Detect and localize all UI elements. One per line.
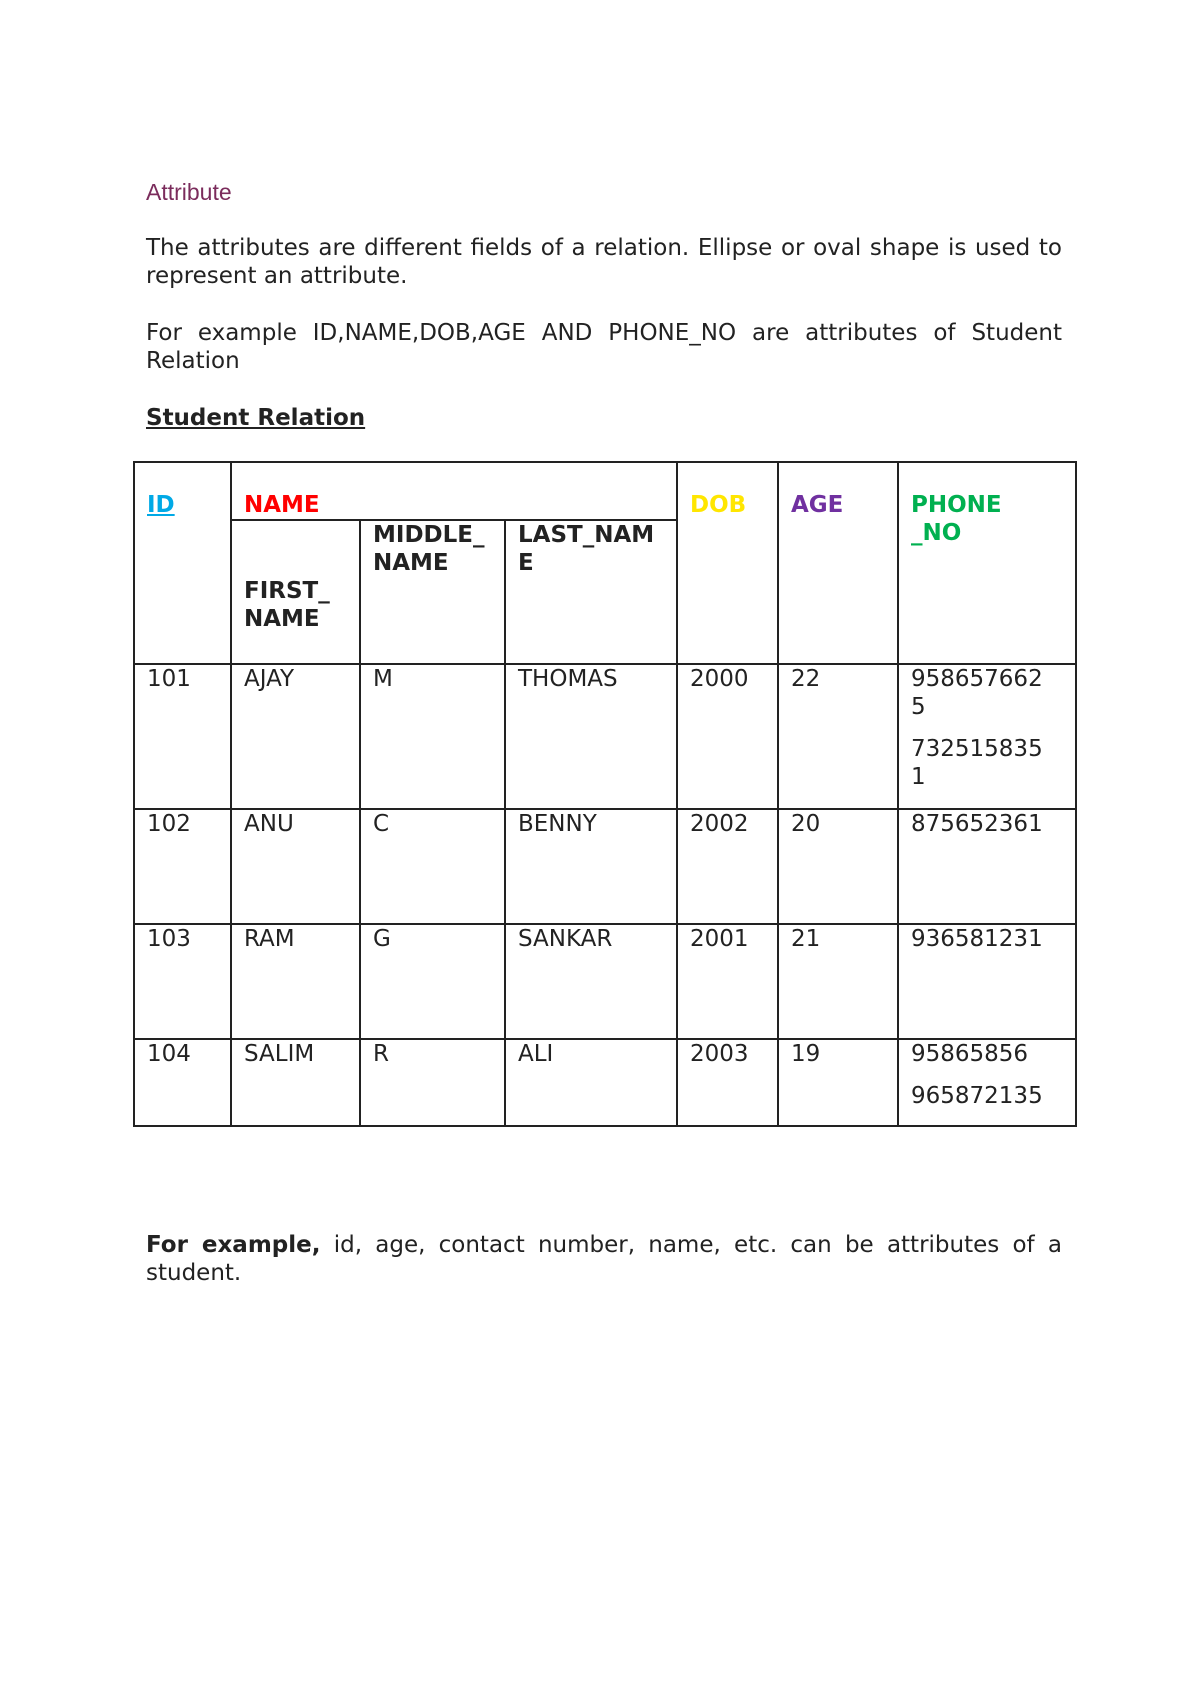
cell-age: 21 xyxy=(778,924,898,1039)
cell-dob: 2003 xyxy=(677,1039,778,1126)
header-id-cell xyxy=(134,462,231,664)
cell-phone-no xyxy=(898,664,1076,809)
table-row xyxy=(134,1039,1076,1126)
cell-first-name: AJAY xyxy=(231,664,360,809)
cell-id: 104 xyxy=(134,1039,231,1126)
cell-last-name: SANKAR xyxy=(505,924,677,1039)
example-paragraph: For example ID,NAME,DOB,AGE AND PHONE_NO are attributes of Student Relation xyxy=(146,320,1062,374)
header-dob: DOB xyxy=(690,492,747,518)
cell-id: 103 xyxy=(134,924,231,1039)
header-name: NAME xyxy=(244,492,320,518)
cell-last-name: ALI xyxy=(505,1039,677,1126)
cell-last-name: BENNY xyxy=(505,809,677,924)
phone-number: 875652361 xyxy=(911,811,1043,837)
phone-number: 732515835 1 xyxy=(911,736,1043,790)
header-id: ID xyxy=(147,492,175,518)
phone-number: 95865856 xyxy=(911,1041,1029,1067)
phone-number: 958657662 5 xyxy=(911,666,1043,720)
cell-phone-no xyxy=(898,809,1076,924)
header-age: AGE xyxy=(791,492,844,518)
header-name-cell xyxy=(231,462,677,520)
header-row xyxy=(134,462,1076,520)
cell-id: 101 xyxy=(134,664,231,809)
cell-middle-name: G xyxy=(360,924,505,1039)
closing-rest: id, age, contact number, name, etc. can be attributes of a student. xyxy=(146,1232,1062,1286)
phone-spacer xyxy=(911,1068,1065,1082)
header-phone-no: PHONE _NO xyxy=(911,492,1002,546)
cell-dob: 2002 xyxy=(677,809,778,924)
cell-last-name: THOMAS xyxy=(505,664,677,809)
intro-paragraph: The attributes are different fields of a relation. Ellipse or oval shape is used to represent an attribute. xyxy=(146,235,1062,289)
cell-age: 22 xyxy=(778,664,898,809)
cell-age: 20 xyxy=(778,809,898,924)
cell-first-name: ANU xyxy=(231,809,360,924)
cell-phone-no xyxy=(898,924,1076,1039)
cell-first-name: RAM xyxy=(231,924,360,1039)
header-phone-cell xyxy=(898,462,1076,664)
cell-dob: 2000 xyxy=(677,664,778,809)
phone-spacer xyxy=(911,721,1065,735)
phone-number: 936581231 xyxy=(911,926,1043,952)
phone-number: 965872135 xyxy=(911,1083,1043,1109)
header-middle-name: MIDDLE_ NAME xyxy=(360,520,505,664)
cell-age: 19 xyxy=(778,1039,898,1126)
cell-first-name: SALIM xyxy=(231,1039,360,1126)
table-row xyxy=(134,809,1076,924)
header-dob-cell xyxy=(677,462,778,664)
cell-dob: 2001 xyxy=(677,924,778,1039)
cell-middle-name: M xyxy=(360,664,505,809)
section-heading: Attribute xyxy=(146,179,232,205)
header-age-cell xyxy=(778,462,898,664)
table-title: Student Relation xyxy=(146,405,366,431)
cell-middle-name: R xyxy=(360,1039,505,1126)
closing-paragraph xyxy=(146,1231,1062,1287)
cell-middle-name: C xyxy=(360,809,505,924)
header-first-name: FIRST_ NAME xyxy=(231,520,360,664)
student-relation-table xyxy=(133,461,1077,1127)
header-last-name: LAST_NAM E xyxy=(505,520,677,664)
table-row xyxy=(134,924,1076,1039)
cell-id: 102 xyxy=(134,809,231,924)
table-row xyxy=(134,664,1076,809)
cell-phone-no xyxy=(898,1039,1076,1126)
closing-lead: For example, xyxy=(146,1232,321,1258)
